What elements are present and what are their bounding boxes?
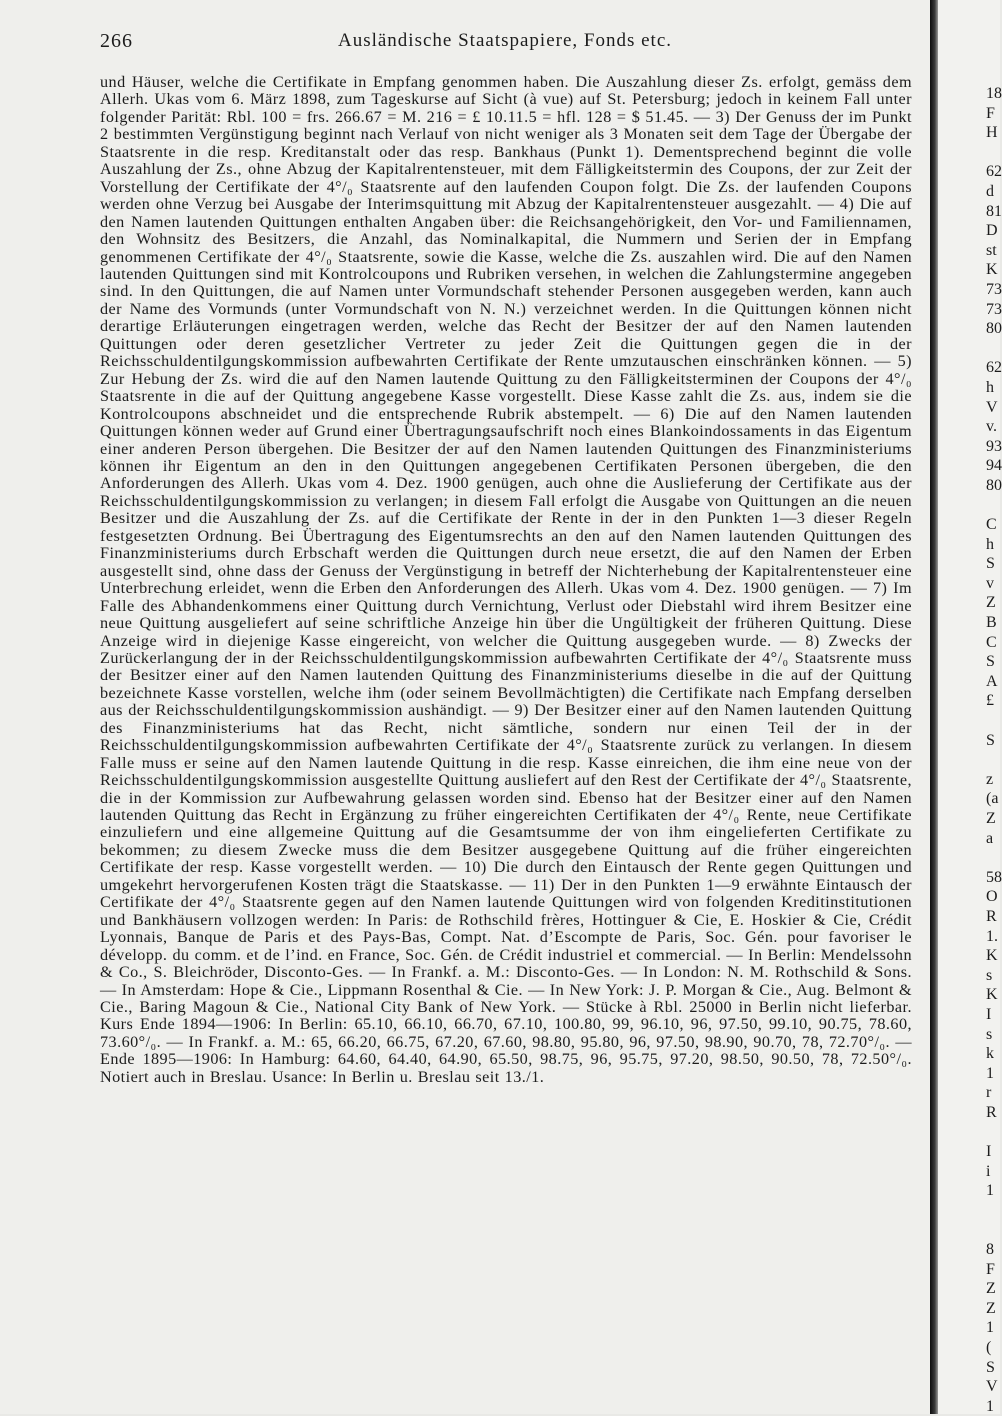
body-paragraph: und Häuser, welche die Certifikate in Empfang genommen haben. Die Auszahlung dieser Zs. erfolgt, gemäss dem Allerh. Ukas vom 6. März 1898, zum Tageskurse auf Sicht (à vue) auf St. Petersburg; jedoch in keinem Fall unter folgender Parität: Rbl. 100 = frs. 266.67 = M. 216 = £ 10.11.5 = hfl. 128 = $ 51.45. — 3) Der Genuss der im Punkt 2 bestimmten Vergünstigung beginnt nach Verlauf von nicht weniger als 3 Monaten seit dem Tage der Übergabe der Staatsrente in die resp. Kreditanstalt oder das resp. Bankhaus (Punkt 1). Dementsprechend beginnt die volle Auszahlung der Zs., ohne Abzug der Kapitalrentensteuer, mit dem Fälligkeitstermin des Coupons, der zur Zeit der Vorstellung der Certifikate der 4°/₀ Staatsrente auf den laufenden Coupon folgt. Die Zs. der laufenden Coupons werden ohne Verzug bei Ausgabe der Interimsquittung mit Abzug der Kapitalrentensteuer ausgezahlt. — 4) Die auf den Namen lautenden Quittungen enthalten Angaben über: die Reichsangehörigkeit, den Vor- und Familiennamen, den Wohnsitz des Besitzers, die Anzahl, das Nominalkapital, die Nummern und Serien der in Empfang genommenen Certifikate der 4°/₀ Staatsrente, sowie die Kasse, welche die Zs. auszahlen wird. Die auf den Namen lautenden Quittungen sind mit Kontrolcoupons und Rubriken versehen, in welchen die Zahlungstermine angegeben sind. In den Quittungen, die auf Namen unter Vormundschaft stehender Personen ausgegeben werden, kann auch der Name des Vormunds (unter Vormundschaft von N. N.) verzeichnet werden. In die Quittungen können nicht derartige Erläuterungen eingetragen werden, welche das Recht der Besitzer der auf den Namen lautenden Quittungen oder deren gesetzlicher Vertreter zu jeder Zeit die Quittungen gegen die in der Reichsschuldentilgungskommission aufbewahrten Certifikate der Rente umzutauschen einschränken können. — 5) Zur Hebung der Zs. wird die auf den Namen lautende Quittung zu den Fälligkeitsterminen der Coupons der 4°/₀ Staatsrente in die auf der Quittung angegebene Kasse vorgestellt. Diese Kasse zahlt die Zs. aus, indem sie die Kontrolcoupons abschneidet und die entsprechende Rubrik abstempelt. — 6) Die auf den Namen lautenden Quittungen können weder auf Grund einer Übertragungsaufschrift noch eines Blankoindossaments in das Eigentum einer anderen Person übergehen. Die Besitzer der auf den Namen lautenden Quittungen des Finanzministeriums können ihr Eigentum an den in den Quittungen angegebenen Certifikaten Personen übergeben, die den Anforderungen des Allerh. Ukas vom 4. Dez. 1900 genügen, auch ohne die Auslieferung der Certifikate aus der Reichsschuldentilgungskommission zu verlangen; in diesem Fall erfolgt die Ausgabe von Quittungen an die neuen Besitzer und die Auszahlung der Zs. auf die Certifikate der Rente in der in den Punkten 1—3 dieser Regeln festgesetzten Ordnung. Bei Übertragung des Eigentumsrechts an den auf den Namen lautenden Quittungen des Finanzministeriums durch Erbschaft werden die Quittungen durch neue ersetzt, die auf den Namen der Erben ausgestellt sind, ohne dass der Genuss der Vergünstigung in betreff der Nichterhebung der Kapitalrentensteuer eine Unterbrechung erleidet, wenn die Erben den Anforderungen des Allerh. Ukas vom 4. Dez. 1900 genügen. — 7) Im Falle des Abhandenkommens einer Quittung durch Vernichtung, Verlust oder Diebstahl wird ihrem Besitzer eine neue Quittung ausgeliefert auf seine schriftliche Anzeige hin über die Ungültigkeit der früheren Quittung. Diese Anzeige wird in diejenige Kasse eingereicht, von welcher die Quittung ausgegeben wurde. — 8) Zwecks der Zurückerlangung der in der Reichsschuldentilgungskommission aufbewahrten Certifikate der 4°/₀ Staatsrente muss der Besitzer einer auf den Namen lautenden Quittung des Finanzministeriums dieselbe in die auf der Quittung bezeichnete Kasse vorstellen, welche ihm (oder seinem Bevollmächtigten) die Certifikate nach Empfang derselben aus der Reichsschuldentilgungskommission aushändigt. — 9) Der Besitzer einer auf den Namen lautenden Quittung des Finanzministeriums hat das Recht, nicht sämtliche, sondern nur einen Teil der in der Reichsschuldentilgungskommission aufbewahrten Certifikate der 4°/₀ Staatsrente zurück zu verlangen. In diesem Falle muss er seine auf den Namen lautende Quittung in die resp. Kasse einreichen, die ihm eine neue von der Reichsschuldentilgungskommission ausgestellte Quittung ausliefert auf den Rest der Certifikate der 4°/₀ Staatsrente, die in der Kommission zur Aufbewahrung gelassen worden sind. Ebenso hat der Besitzer einer auf den Namen lautenden Quittung das Recht in Ergänzung zu früher eingereichten Certifikaten der 4°/₀ Rente, neue Certifikate einzuliefern und eine allgemeine Quittung auf die Gesamtsumme der von ihm eingelieferten Certifikate zu bekommen; zu diesem Zwecke muss die dem Besitzer ausgegebene Quittung auf die früher eingereichten Certifikate der resp. Kasse vorgestellt werden. — 10) Die durch den Eintausch der Rente gegen Quittungen und umgekehrt hervorgerufenen Kosten trägt die Staatskasse. — 11) Der in den Punkten 1—9 erwähnte Eintausch der Certifikate der 4°/₀ Staatsrente gegen auf den Namen lautende Quittungen wird von folgenden Kreditinstitutionen und Bankhäusern vollzogen werden: In Paris: de Rothschild frères, Hottinguer & Cie, E. Hoskier & Cie, Crédit Lyonnais, Banque de Paris et des Pays-Bas, Compt. Nat. d’Escompte de Paris, Soc. Gén. pour favoriser le développ. du comm. et de l’ind. en France, Soc. Gén. de Crédit industriel et commercial. — In Berlin: Mendelssohn & Co., S. Bleichröder, Disconto-Ges. — In Frankf. a. M.: Disconto-Ges. — In London: N. M. Rothschild & Sons. — In Amsterdam: Hope & Cie., Lippmann Rosenthal & Cie. — In New York: J. P. Morgan & Cie., Aug. Belmont & Cie., Baring Magoun & Cie., National City Bank of New York. — Stücke à Rbl. 25000 in Berlin nicht lieferbar. Kurs Ende 1894—1906: In Berlin: 65.10, 66.10, 66.70, 67.10, 100.80, 99, 96.10, 96, 97.50, 99.10, 90.75, 78.60, 73.60°/₀. — In Frankf. a. M.: 65, 66.20, 66.75, 67.20, 67.60, 98.80, 95.80, 96, 97.50, 98.90, 90.70, 78, 72.70°/₀. — Ende 1895—1906: In Hamburg: 64.60, 64.40, 64.90, 65.50, 98.75, 96, 95.75, 97.20, 98.50, 90.50, 78, 72.50°/₀. Notiert auch in Breslau. Usance: In Berlin u. Breslau seit 13./1. — [100, 73, 912, 1086]
facing-page-text-fragments: 18 F H 62 d 81 D st K 73 73 80 62 h V v. 93 94 80 C h S v Z B C S A £ S z (a Z a 58 O R 1. K s K I s k 1 r R I i 1 8 F Z Z 1 ( S V 1 — [986, 85, 1002, 1415]
running-title: Ausländische Staatspapiere, Fonds etc. — [337, 30, 672, 51]
page-number: 266 — [100, 30, 133, 52]
book-gutter-shadow — [930, 0, 938, 1414]
page-header — [100, 30, 910, 60]
body-text-column — [100, 74, 912, 1394]
